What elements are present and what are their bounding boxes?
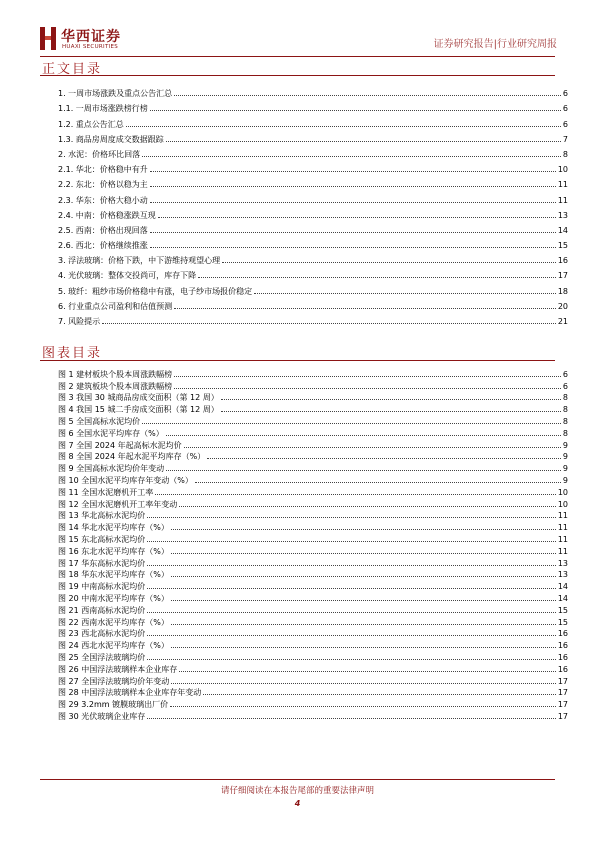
- dot-leader: [221, 411, 561, 412]
- toc-entry-page: 15: [557, 617, 568, 627]
- toc-entry-title: 图 17 华东高标水泥均价: [58, 558, 146, 568]
- dot-leader: [171, 576, 556, 577]
- toc-entry-title: 2.6. 西北：价格继续推涨: [58, 241, 148, 251]
- toc-entry-page: 10: [557, 499, 568, 509]
- dot-leader: [126, 126, 561, 127]
- toc-entry[interactable]: [58, 485, 568, 497]
- toc-entry-page: 11: [557, 511, 568, 521]
- toc-entry[interactable]: [58, 520, 568, 532]
- toc-entry-title: 2.1. 华北：价格稳中有升: [58, 165, 148, 175]
- dot-leader: [166, 435, 561, 436]
- dot-leader: [150, 186, 556, 187]
- dot-leader: [147, 718, 556, 719]
- dot-leader: [174, 376, 561, 377]
- toc-entry-title: 6. 行业重点公司盈利和估值预测: [58, 301, 173, 311]
- toc-entry-title: 4. 光伏玻璃：整体交投尚可，库存下降: [58, 271, 197, 281]
- toc-entry[interactable]: [58, 311, 568, 326]
- toc-entry-title: 2.2. 东北：价格以稳为主: [58, 180, 148, 190]
- toc-entry-page: 6: [562, 381, 568, 391]
- dot-leader: [147, 635, 556, 636]
- toc-entry-page: 9: [562, 475, 568, 485]
- toc-entry-page: 16: [557, 256, 568, 266]
- toc-entry-title: 图 6 全国水泥平均库存（%）: [58, 428, 164, 438]
- toc-entry-page: 11: [557, 523, 568, 533]
- toc-entry-title: 图 28 中国浮法玻璃样本企业库存年变动: [58, 688, 202, 698]
- toc-entry[interactable]: [58, 159, 568, 174]
- dot-leader: [179, 506, 556, 507]
- toc-entry-title: 图 2 建筑板块个股本周涨跌幅榜: [58, 381, 173, 391]
- toc-entry-title: 图 7 全国 2024 年起高标水泥均价: [58, 440, 182, 450]
- toc-entry-title: 图 9 全国高标水泥均价年变动: [58, 464, 165, 474]
- toc-entry[interactable]: [58, 220, 568, 235]
- toc-entry-title: 图 14 华北水泥平均库存（%）: [58, 523, 169, 533]
- dot-leader: [222, 262, 556, 263]
- dot-leader: [174, 388, 561, 389]
- toc-entry-title: 图 18 华东水泥平均库存（%）: [58, 570, 169, 580]
- dot-leader: [171, 553, 556, 554]
- toc-entry-page: 14: [557, 593, 568, 603]
- footer-divider: [40, 779, 555, 780]
- dot-leader: [147, 612, 556, 613]
- toc-entry[interactable]: [58, 189, 568, 204]
- dot-leader: [254, 293, 556, 294]
- toc-entry-page: 15: [557, 241, 568, 251]
- toc-entry-page: 20: [557, 301, 568, 311]
- toc-entry[interactable]: [58, 144, 568, 159]
- dot-leader: [171, 600, 556, 601]
- toc-entry-page: 6: [562, 119, 568, 129]
- toc-entry-title: 图 8 全国 2024 年起水泥平均库存（%）: [58, 452, 206, 462]
- toc-entry[interactable]: [58, 686, 568, 698]
- header-divider: [40, 56, 555, 57]
- toc-entry[interactable]: [58, 379, 568, 391]
- toc-entry-page: 14: [557, 225, 568, 235]
- toc-entry-page: 8: [562, 405, 568, 415]
- toc-entry-page: 17: [557, 271, 568, 281]
- toc-entry-title: 1. 一周市场涨跌及重点公告汇总: [58, 89, 173, 99]
- toc-entry-title: 图 10 全国水泥平均库存年变动（%）: [58, 475, 193, 485]
- toc-entry-title: 图 24 西北水泥平均库存（%）: [58, 641, 169, 651]
- toc-entry-title: 2. 水泥：价格环比回落: [58, 149, 141, 159]
- dot-leader: [207, 458, 561, 459]
- toc-entry[interactable]: [58, 391, 568, 403]
- toc-entry[interactable]: [58, 568, 568, 580]
- dot-leader: [166, 141, 561, 142]
- toc-entry-title: 图 1 建材板块个股本周涨跌幅榜: [58, 369, 173, 379]
- toc-entry-title: 图 13 华北高标水泥均价: [58, 511, 146, 521]
- toc-entry-title: 1.2. 重点公告汇总: [58, 119, 124, 129]
- toc-entry[interactable]: [58, 532, 568, 544]
- toc-entry[interactable]: [58, 296, 568, 311]
- main-toc-divider: [40, 75, 555, 76]
- dot-leader: [166, 470, 561, 471]
- toc-entry-page: 17: [557, 688, 568, 698]
- toc-entry[interactable]: [58, 438, 568, 450]
- toc-entry-title: 图 16 东北水泥平均库存（%）: [58, 546, 169, 556]
- dot-leader: [171, 624, 556, 625]
- dot-leader: [147, 588, 556, 589]
- toc-entry[interactable]: [58, 627, 568, 639]
- toc-entry-page: 7: [562, 134, 568, 144]
- toc-entry-title: 图 22 西南水泥平均库存（%）: [58, 617, 169, 627]
- toc-entry-title: 图 11 全国水泥磨机开工率: [58, 487, 154, 497]
- toc-entry[interactable]: [58, 662, 568, 674]
- dot-leader: [170, 706, 556, 707]
- dot-leader: [142, 423, 561, 424]
- toc-entry-page: 13: [557, 558, 568, 568]
- toc-entry-page: 6: [562, 104, 568, 114]
- toc-entry[interactable]: [58, 709, 568, 721]
- toc-entry[interactable]: [58, 235, 568, 250]
- toc-entry-title: 3. 浮法玻璃：价格下跌，中下游维持观望心理: [58, 256, 221, 266]
- figure-toc-divider: [40, 360, 555, 361]
- toc-entry-page: 8: [562, 428, 568, 438]
- toc-entry[interactable]: [58, 579, 568, 591]
- toc-entry-page: 11: [557, 195, 568, 205]
- dot-leader: [150, 232, 556, 233]
- toc-entry[interactable]: [58, 615, 568, 627]
- toc-entry[interactable]: [58, 98, 568, 113]
- legal-disclaimer: 请仔细阅读在本报告尾部的重要法律声明: [220, 786, 374, 796]
- dot-leader: [174, 308, 556, 309]
- toc-entry[interactable]: [58, 473, 568, 485]
- dot-leader: [174, 95, 561, 96]
- toc-entry-page: 9: [562, 452, 568, 462]
- toc-entry-title: 图 25 全国浮法玻璃均价: [58, 652, 146, 662]
- dot-leader: [150, 171, 556, 172]
- toc-entry-title: 2.3. 华东：价格大稳小动: [58, 195, 148, 205]
- toc-entry-title: 图 27 全国浮法玻璃均价年变动: [58, 676, 170, 686]
- dot-leader: [195, 482, 561, 483]
- toc-entry[interactable]: [58, 591, 568, 603]
- toc-entry-page: 15: [557, 605, 568, 615]
- toc-entry-page: 16: [557, 641, 568, 651]
- toc-entry-page: 6: [562, 89, 568, 99]
- brand-name-cn: 华西证券: [61, 29, 121, 45]
- page-header: [0, 0, 595, 60]
- toc-entry-title: 图 12 全国水泥磨机开工率年变动: [58, 499, 178, 509]
- toc-entry-page: 10: [557, 487, 568, 497]
- toc-entry[interactable]: [58, 697, 568, 709]
- toc-entry-title: 图 20 中南水泥平均库存（%）: [58, 593, 169, 603]
- toc-entry[interactable]: [58, 650, 568, 662]
- toc-entry-page: 11: [557, 546, 568, 556]
- toc-entry-page: 8: [562, 149, 568, 159]
- toc-entry[interactable]: [58, 638, 568, 650]
- toc-entry[interactable]: [58, 129, 568, 144]
- toc-entry-page: 16: [557, 664, 568, 674]
- toc-entry-title: 2.4. 中南：价格稳涨跌互现: [58, 210, 156, 220]
- toc-entry[interactable]: [58, 83, 568, 98]
- dot-leader: [203, 694, 556, 695]
- toc-entry[interactable]: [58, 367, 568, 379]
- toc-entry-page: 8: [562, 393, 568, 403]
- figure-toc-list: [58, 367, 568, 721]
- toc-entry-title: 2.5. 西南：价格出现回落: [58, 225, 148, 235]
- toc-entry[interactable]: [58, 426, 568, 438]
- dot-leader: [150, 110, 561, 111]
- dot-leader: [184, 447, 561, 448]
- main-toc-list: [58, 83, 568, 326]
- toc-entry[interactable]: [58, 509, 568, 521]
- dot-leader: [221, 399, 561, 400]
- toc-entry[interactable]: [58, 556, 568, 568]
- toc-entry-title: 图 30 光伏玻璃企业库存: [58, 711, 146, 721]
- toc-entry-title: 5. 玻纤：粗纱市场价格稳中有涨，电子纱市场报价稳定: [58, 286, 253, 296]
- dot-leader: [179, 671, 556, 672]
- page-number: 4: [294, 799, 301, 808]
- dot-leader: [102, 323, 556, 324]
- toc-entry-title: 7. 风险提示: [58, 317, 101, 326]
- toc-entry-page: 14: [557, 582, 568, 592]
- dot-leader: [155, 494, 556, 495]
- dot-leader: [171, 683, 556, 684]
- toc-entry-page: 11: [557, 180, 568, 190]
- toc-entry-page: 17: [557, 676, 568, 686]
- dot-leader: [198, 277, 556, 278]
- toc-entry[interactable]: [58, 450, 568, 462]
- toc-entry[interactable]: [58, 265, 568, 280]
- toc-entry-page: 9: [562, 440, 568, 450]
- dot-leader: [147, 565, 556, 566]
- toc-entry-title: 图 3 我国 30 城商品房成交面积（第 12 周）: [58, 393, 219, 403]
- toc-entry-title: 图 29 3.2mm 镀膜玻璃出厂价: [58, 700, 169, 710]
- toc-entry-page: 16: [557, 652, 568, 662]
- toc-entry-title: 图 4 我国 15 城二手房成交面积（第 12 周）: [58, 405, 219, 415]
- toc-entry[interactable]: [58, 250, 568, 265]
- toc-entry[interactable]: [58, 414, 568, 426]
- main-toc-title: 正文目录: [42, 62, 103, 77]
- huaxi-logo-icon: [40, 27, 56, 50]
- brand-name-en: HUAXI SECURITIES: [62, 44, 119, 50]
- dot-leader: [158, 217, 556, 218]
- toc-entry-page: 13: [557, 210, 568, 220]
- toc-entry-title: 图 26 中国浮法玻璃样本企业库存: [58, 664, 178, 674]
- report-type: 证券研究报告|行业研究周报: [433, 39, 557, 50]
- toc-entry-page: 11: [557, 534, 568, 544]
- dot-leader: [142, 156, 561, 157]
- toc-entry-title: 1.1. 一周市场涨跌榜行榜: [58, 104, 148, 114]
- toc-entry-page: 9: [562, 464, 568, 474]
- toc-entry[interactable]: [58, 280, 568, 295]
- toc-entry[interactable]: [58, 497, 568, 509]
- dot-leader: [147, 517, 556, 518]
- toc-entry[interactable]: [58, 674, 568, 686]
- toc-entry[interactable]: [58, 205, 568, 220]
- figure-toc-title: 图表目录: [42, 346, 103, 361]
- toc-entry-title: 1.3. 商品房周度成交数据跟踪: [58, 134, 164, 144]
- toc-entry[interactable]: [58, 544, 568, 556]
- toc-entry[interactable]: [58, 174, 568, 189]
- toc-entry-page: 17: [557, 700, 568, 710]
- toc-entry[interactable]: [58, 113, 568, 128]
- dot-leader: [171, 529, 556, 530]
- dot-leader: [147, 541, 556, 542]
- toc-entry-page: 17: [557, 711, 568, 721]
- toc-entry-title: 图 19 中南高标水泥均价: [58, 582, 146, 592]
- toc-entry[interactable]: [58, 461, 568, 473]
- toc-entry-page: 21: [557, 317, 568, 326]
- toc-entry[interactable]: [58, 603, 568, 615]
- toc-entry-title: 图 21 西南高标水泥均价: [58, 605, 146, 615]
- toc-entry-title: 图 5 全国高标水泥均价: [58, 416, 141, 426]
- toc-entry-title: 图 23 西北高标水泥均价: [58, 629, 146, 639]
- toc-entry-title: 图 15 东北高标水泥均价: [58, 534, 146, 544]
- toc-entry[interactable]: [58, 402, 568, 414]
- dot-leader: [150, 247, 556, 248]
- toc-entry-page: 6: [562, 369, 568, 379]
- toc-entry-page: 8: [562, 416, 568, 426]
- toc-entry-page: 16: [557, 629, 568, 639]
- dot-leader: [171, 647, 556, 648]
- dot-leader: [147, 659, 556, 660]
- toc-entry-page: 13: [557, 570, 568, 580]
- toc-entry-page: 10: [557, 165, 568, 175]
- toc-entry-page: 18: [557, 286, 568, 296]
- dot-leader: [150, 202, 556, 203]
